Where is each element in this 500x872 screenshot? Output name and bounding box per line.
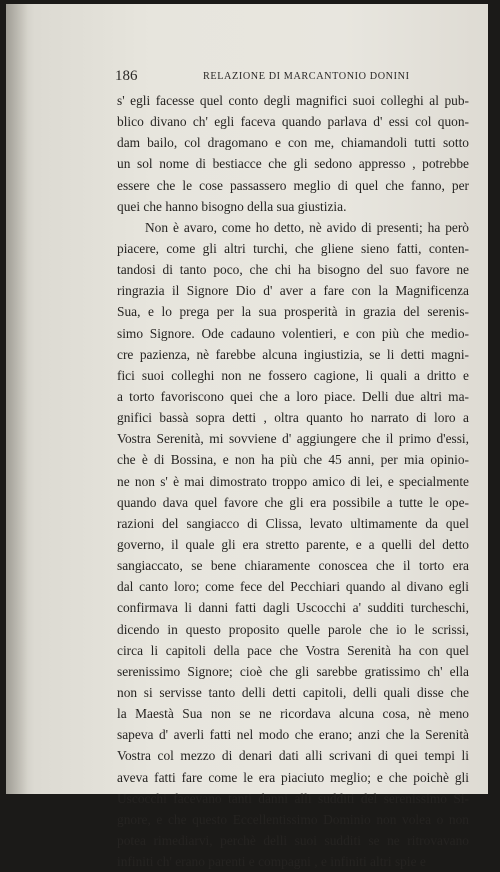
text-line: a torto favoriscono quei che a loro piace. Delli due altri ma-: [117, 388, 469, 404]
text-line: governo, il quale gli era stretto parente, e a quelli del detto: [117, 536, 469, 552]
text-line: essere che le cose passassero meglio di quel che fanno, per: [117, 177, 469, 193]
text-line: tandosi di tanto poco, che chi ha bisogno del suo favore ne: [117, 262, 469, 278]
text-line: cre pazienza, nè farebbe alcuna ingiustizia, se li detti magni-: [117, 346, 469, 362]
text-line: confirmava li danni fatti dagli Uscocchi a' sudditi turcheschi,: [117, 600, 469, 616]
spine-shadow: [6, 4, 28, 794]
text-line: aveva fatti fare come le era piaciuto meglio; e che poichè gli: [117, 769, 469, 785]
book-page: [6, 4, 488, 870]
text-line: potea rimediarvi, perchè delli suoi sudditi se ne ritrovavano: [117, 832, 469, 848]
text-line: un sol nome di bestiacce che gli sedono appresso , potrebbe: [117, 156, 469, 172]
text-line: Sua, e lo prega per la sua prosperità in grazia del serenis-: [117, 304, 469, 320]
text-line: fici suoi colleghi non ne fossero cagione, li quali a dritto e: [117, 367, 469, 383]
text-line: non si servisse tanto delli detti capitoli, delli quali disse che: [117, 684, 469, 700]
page-header: [115, 68, 470, 86]
text-line: sapeva d' averli fatti nel modo che erano; anzi che la Serenità: [117, 727, 469, 743]
text-line: gnore, e che questo Eccellentissimo Dominio non volea o non: [117, 811, 469, 827]
text-line: sangiaccato, se bene chiaramente conoscea che il torto era: [117, 558, 469, 574]
running-title: RELAZIONE DI MARCANTONIO DONINI: [203, 71, 410, 82]
text-line: serenissimo Signore; cioè che gli sarebbe gratissimo ch' ella: [117, 663, 469, 679]
text-line: la Maestà Sua non se ne ricordava alcuna cosa, nè meno: [117, 706, 469, 722]
text-line: ne non s' è mai dimostrato troppo amico di lei, e specialmente: [117, 473, 469, 489]
text-line: simo Signore. Ode cadauno volentieri, e con più che medio-: [117, 325, 469, 341]
body-text: [117, 90, 469, 872]
text-line: circa li capitoli della pace che Vostra Serenità ha con quel: [117, 642, 469, 658]
text-line: dam bailo, col dragomano e con me, chiamandoli tutti sotto: [117, 135, 469, 151]
text-line: gnifici bassà sopra detti , oltra quanto ho narrato di loro a: [117, 410, 469, 426]
text-line: Vostra Serenità, mi sovviene d' aggiungere che il primo d'essi,: [117, 431, 469, 447]
text-line: che è di Bossina, e non ha più che 45 anni, per mia opinio-: [117, 452, 469, 468]
page-number: 186: [115, 68, 138, 84]
text-line: Non è avaro, come ho detto, nè avido di presenti; ha però: [145, 219, 469, 235]
text-line: s' egli facesse quel conto degli magnifici suoi colleghi al pub-: [117, 93, 469, 108]
text-line: razioni del sangiacco di Clissa, levato ultimamente da quel: [117, 515, 469, 531]
text-line: infiniti ch' erano parenti e compagni , e infiniti altri spie e: [117, 854, 426, 870]
text-line: dicendo in questo proposito quelle parole che io le scrissi,: [117, 621, 469, 637]
text-line: piacere, come gli altri turchi, che gliene sieno fatti, conten-: [117, 240, 469, 256]
text-line: blico divano ch' egli faceva quando parlava d' essi col quon-: [117, 114, 469, 130]
text-line: Vostra col mezzo di denari dati alli scrivani di quei tempi li: [117, 748, 469, 764]
text-line: quei che hanno bisogno della sua giustizia.: [117, 198, 347, 214]
text-line: Uscocchi facevano tanti danni alli sudditi del serenissimo Si-: [117, 790, 469, 806]
text-line: quando dava quel favore che gli era possibile a tutte le ope-: [117, 494, 469, 510]
text-line: dal canto loro; come fece del Pecchiari quando al divano egli: [117, 579, 469, 595]
text-line: ringrazia il Signore Dio d' aver a fare con la Magnificenza: [117, 283, 469, 299]
